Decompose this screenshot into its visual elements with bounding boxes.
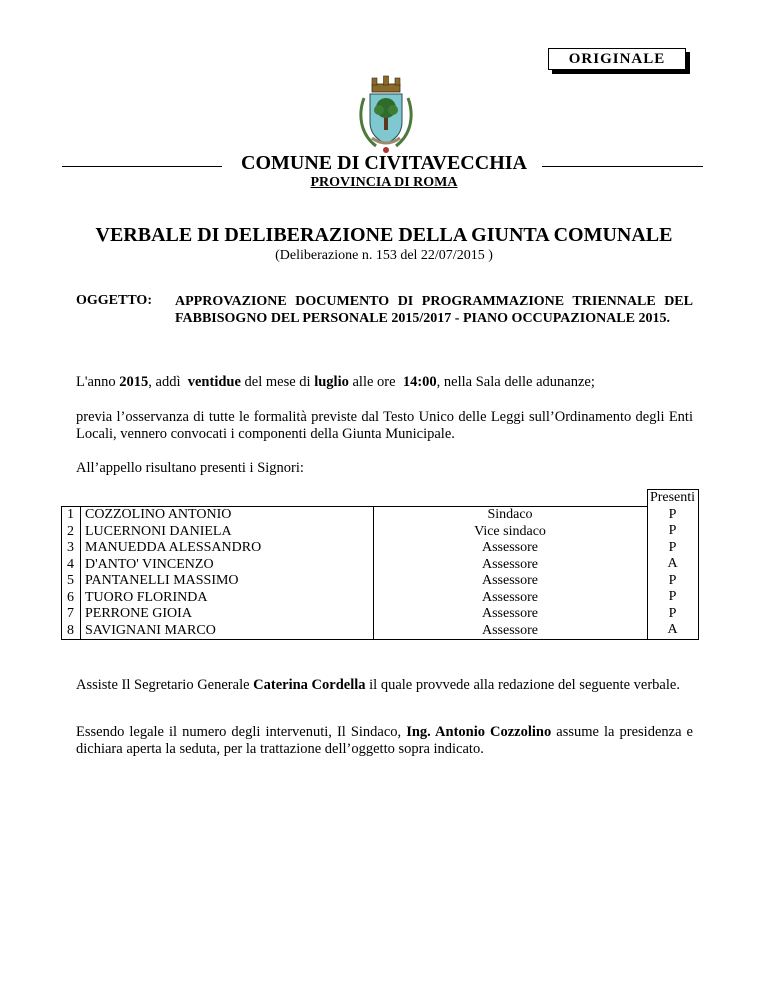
header-rule-right bbox=[542, 166, 703, 167]
member-number: 7 bbox=[67, 606, 74, 621]
member-presence: P bbox=[668, 539, 677, 555]
coat-of-arms-logo bbox=[354, 74, 418, 158]
member-number: 6 bbox=[67, 589, 74, 605]
member-presence: P bbox=[668, 589, 677, 604]
p1-text-e: , nella Sala delle adunanze; bbox=[436, 374, 595, 390]
meeting-date-paragraph bbox=[76, 374, 693, 391]
member-roles bbox=[373, 507, 647, 639]
member-name: MANUEDDA ALESSANDRO bbox=[85, 540, 262, 555]
municipality-name: COMUNE DI CIVITAVECCHIA bbox=[241, 152, 527, 174]
member-role: Sindaco bbox=[487, 507, 533, 522]
member-presences bbox=[647, 490, 698, 639]
p1-text-d: alle ore bbox=[348, 374, 400, 390]
presidency-text-a: Essendo legale il numero degli intervenuti, Il Sindaco, bbox=[76, 724, 407, 740]
member-role: Assessore bbox=[482, 589, 538, 605]
member-number: 4 bbox=[67, 556, 74, 572]
subject-label: OGGETTO: bbox=[76, 293, 152, 308]
p1-text-a: L'anno bbox=[76, 374, 120, 390]
document-title: VERBALE DI DELIBERAZIONE DELLA GIUNTA COMUNALE bbox=[95, 224, 673, 246]
presidency-paragraph bbox=[76, 724, 693, 758]
member-presence: A bbox=[667, 622, 678, 637]
meeting-day: ventidue bbox=[187, 374, 241, 390]
member-role: Assessore bbox=[482, 556, 538, 572]
meeting-time: 14:00 bbox=[402, 374, 437, 390]
member-name: D'ANTO' VINCENZO bbox=[85, 556, 214, 572]
member-presence: P bbox=[668, 605, 677, 621]
member-role: Vice sindaco bbox=[474, 523, 546, 539]
member-number: 8 bbox=[67, 622, 74, 638]
member-name: PERRONE GIOIA bbox=[85, 606, 192, 621]
member-number: 2 bbox=[67, 523, 74, 539]
secretary-name: Caterina Cordella bbox=[253, 677, 366, 693]
member-presence: P bbox=[668, 506, 677, 522]
member-number: 3 bbox=[67, 540, 74, 555]
member-name: SAVIGNANI MARCO bbox=[85, 622, 216, 638]
member-name: LUCERNONI DANIELA bbox=[85, 523, 232, 539]
member-role: Assessore bbox=[482, 622, 538, 638]
p1-text-b: , addì bbox=[148, 374, 185, 390]
meeting-year: 2015 bbox=[119, 374, 149, 390]
deliberation-number: (Deliberazione n. 153 del 22/07/2015 ) bbox=[275, 248, 493, 263]
member-name: PANTANELLI MASSIMO bbox=[85, 573, 239, 588]
member-names bbox=[85, 507, 370, 639]
secretary-text-a: Assiste Il Segretario Generale bbox=[76, 677, 254, 693]
member-number: 5 bbox=[67, 573, 74, 588]
province-name: PROVINCIA DI ROMA bbox=[310, 175, 458, 190]
originale-stamp: ORIGINALE bbox=[548, 48, 686, 70]
secretary-paragraph bbox=[76, 677, 693, 694]
member-presence: A bbox=[667, 556, 678, 571]
member-name: COZZOLINO ANTONIO bbox=[85, 507, 232, 522]
roll-call-paragraph: All’appello risultano presenti i Signori: bbox=[76, 460, 304, 476]
member-numbers bbox=[61, 507, 80, 639]
presidency-text-b: assume la presidenza e dichiara aperta la seduta, per la trattazione dell’oggetto sopra indicato. bbox=[76, 724, 693, 757]
member-role: Assessore bbox=[482, 573, 538, 588]
presence-header-label: Presenti bbox=[649, 490, 696, 505]
member-role: Assessore bbox=[482, 606, 538, 621]
p1-text-c: del mese di bbox=[240, 374, 315, 390]
member-role: Assessore bbox=[482, 540, 538, 555]
secretary-text-b: il quale provvede alla redazione del seguente verbale. bbox=[365, 677, 680, 693]
meeting-month: luglio bbox=[314, 374, 349, 390]
convocation-paragraph: previa l’osservanza di tutte le formalità previste dal Testo Unico delle Leggi sull’Ordinamento degli Enti Locali, vennero convocati i componenti della Giunta Municipale. bbox=[76, 409, 693, 442]
header-rule-left bbox=[62, 166, 222, 167]
member-name: TUORO FLORINDA bbox=[85, 589, 208, 605]
member-presence: P bbox=[668, 572, 677, 588]
mayor-name: Ing. Antonio Cozzolino bbox=[406, 724, 552, 740]
member-presence: P bbox=[668, 523, 677, 538]
member-number: 1 bbox=[67, 507, 74, 522]
crest-icon bbox=[354, 74, 418, 158]
subject-text: APPROVAZIONE DOCUMENTO DI PROGRAMMAZIONE TRIENNALE DEL FABBISOGNO DEL PERSONALE 2015/2017 - PIANO OCCUPAZIONALE 2015. bbox=[175, 294, 693, 326]
